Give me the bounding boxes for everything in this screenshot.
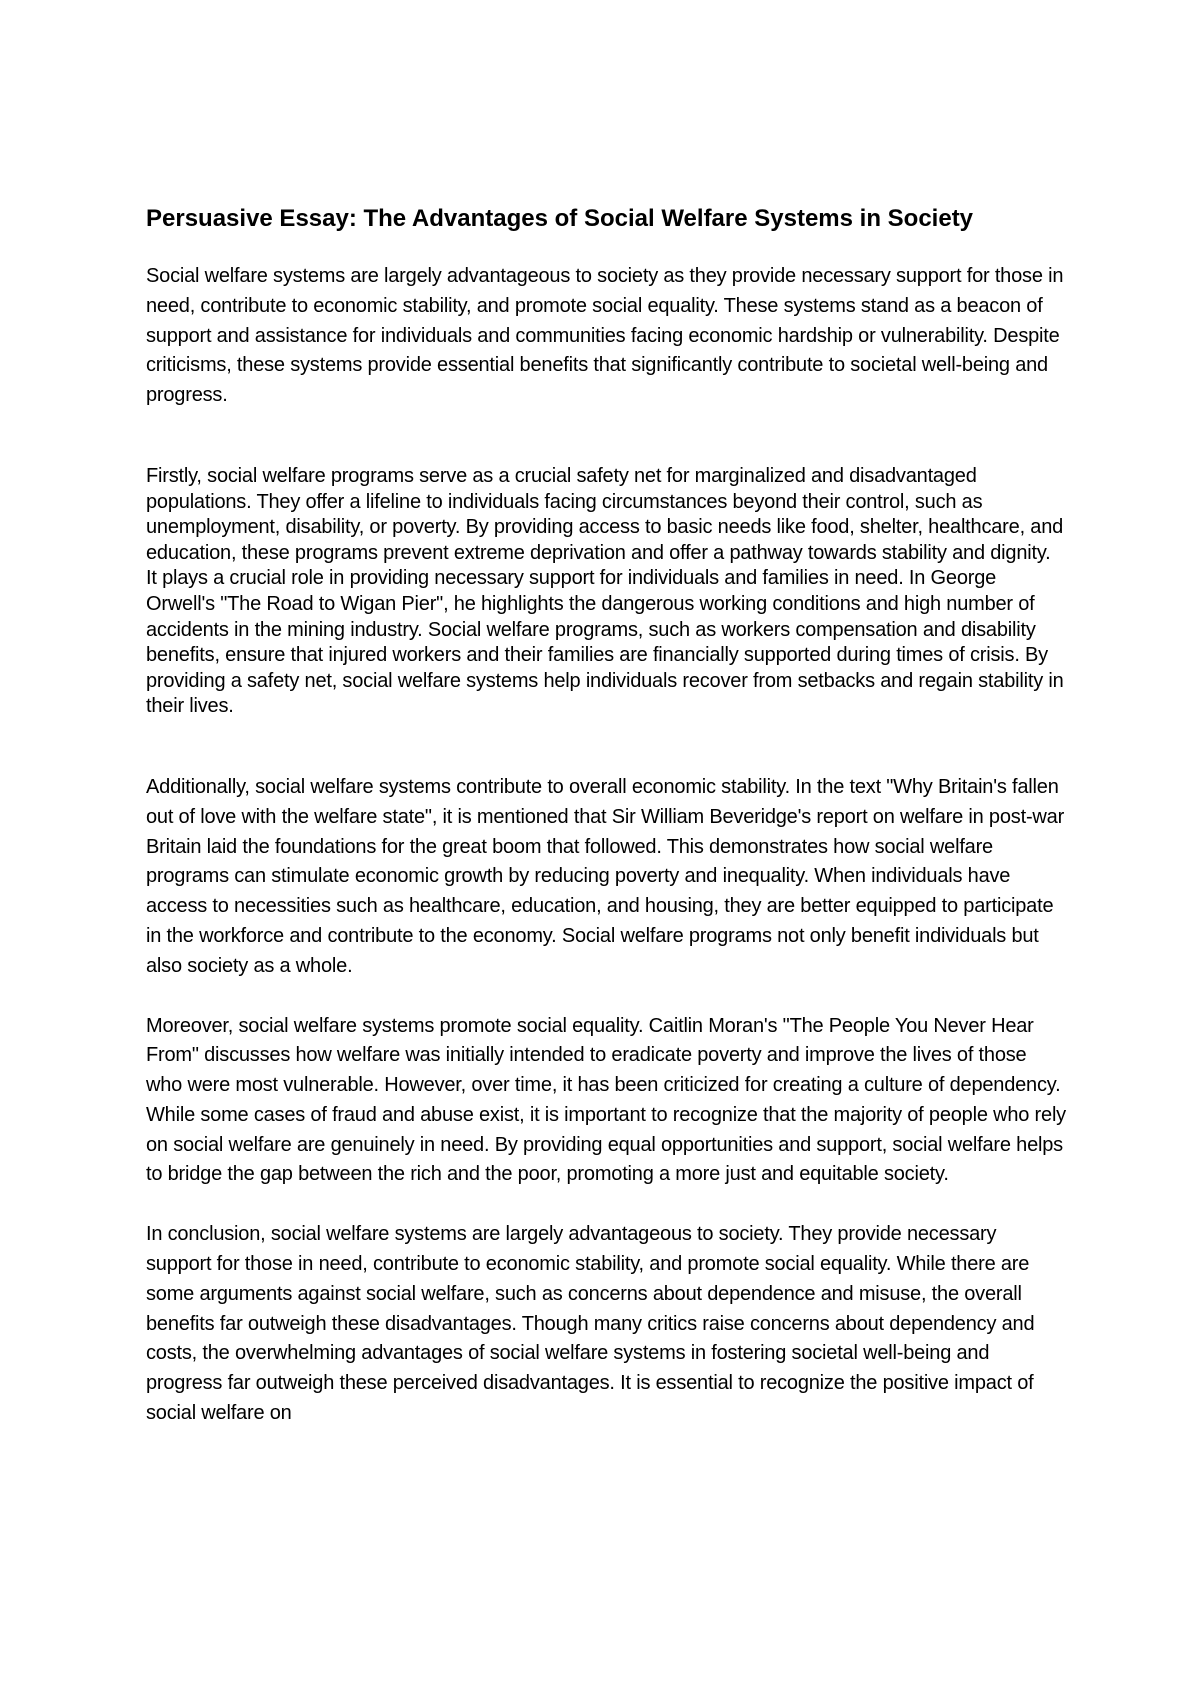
- paragraph-conclusion: In conclusion, social welfare systems are largely advantageous to society. They provide necessary support for those in need, contribute to economic stability, and promote social equality. While there are some arguments against social welfare, such as concerns about dependence and misuse, the overall benefits far outweigh these disadvantages. Though many critics raise concerns about dependency and costs, the overwhelming advantages of social welfare systems in fostering societal well-being and progress far outweigh these perceived disadvantages. It is essential to recognize the positive impact of social welfare on: [146, 1223, 1035, 1425]
- paragraph-introduction: Social welfare systems are largely advantageous to society as they provide necessary support for those in need, contribute to economic stability, and promote social equality. These systems stand as a beacon of support and assistance for individuals and communities facing economic hardship or vulnerability. Despite criticisms, these systems provide essential benefits that significantly contribute to societal well-being and progress.: [146, 265, 1064, 407]
- paragraph-economic-stability: Additionally, social welfare systems contribute to overall economic stability. In the text "Why Britain's fallen out of love with the welfare state", it is mentioned that Sir William Beveridge's report on welfare in post-war Britain laid the foundations for the great boom that followed. This demonstrates how social welfare programs can stimulate economic growth by reducing poverty and inequality. When individuals have access to necessities such as healthcare, education, and housing, they are better equipped to participate in the workforce and contribute to the economy. Social welfare programs not only benefit individuals but also society as a whole.: [146, 775, 1065, 977]
- paragraph-safety-net: Firstly, social welfare programs serve as a crucial safety net for marginalized and disadvantaged populations. They offer a lifeline to individuals facing circumstances beyond their control, such as unemployment, disability, or poverty. By providing access to basic needs like food, shelter, healthcare, and education, these programs prevent extreme deprivation and offer a pathway towards stability and dignity. It plays a crucial role in providing necessary support for individuals and families in need. In George Orwell's "The Road to Wigan Pier", he highlights the dangerous working conditions and high number of accidents in the mining industry. Social welfare programs, such as workers compensation and disability benefits, ensure that injured workers and their families are financially supported during times of crisis. By providing a safety net, social welfare systems help individuals recover from setbacks and regain stability in their lives.: [146, 464, 1064, 718]
- essay-title: Persuasive Essay: The Advantages of Social Welfare Systems in Society: [146, 205, 974, 232]
- paragraph-social-equality: Moreover, social welfare systems promote social equality. Caitlin Moran's "The People You Never Hear From" discusses how welfare was initially intended to eradicate poverty and improve the lives of those who were most vulnerable. However, over time, it has been criticized for creating a culture of dependency. While some cases of fraud and abuse exist, it is important to recognize that the majority of people who rely on social welfare are genuinely in need. By providing equal opportunities and support, social welfare helps to bridge the gap between the rich and the poor, promoting a more just and equitable society.: [146, 1014, 1066, 1186]
- document-page: [146, 204, 1066, 1429]
